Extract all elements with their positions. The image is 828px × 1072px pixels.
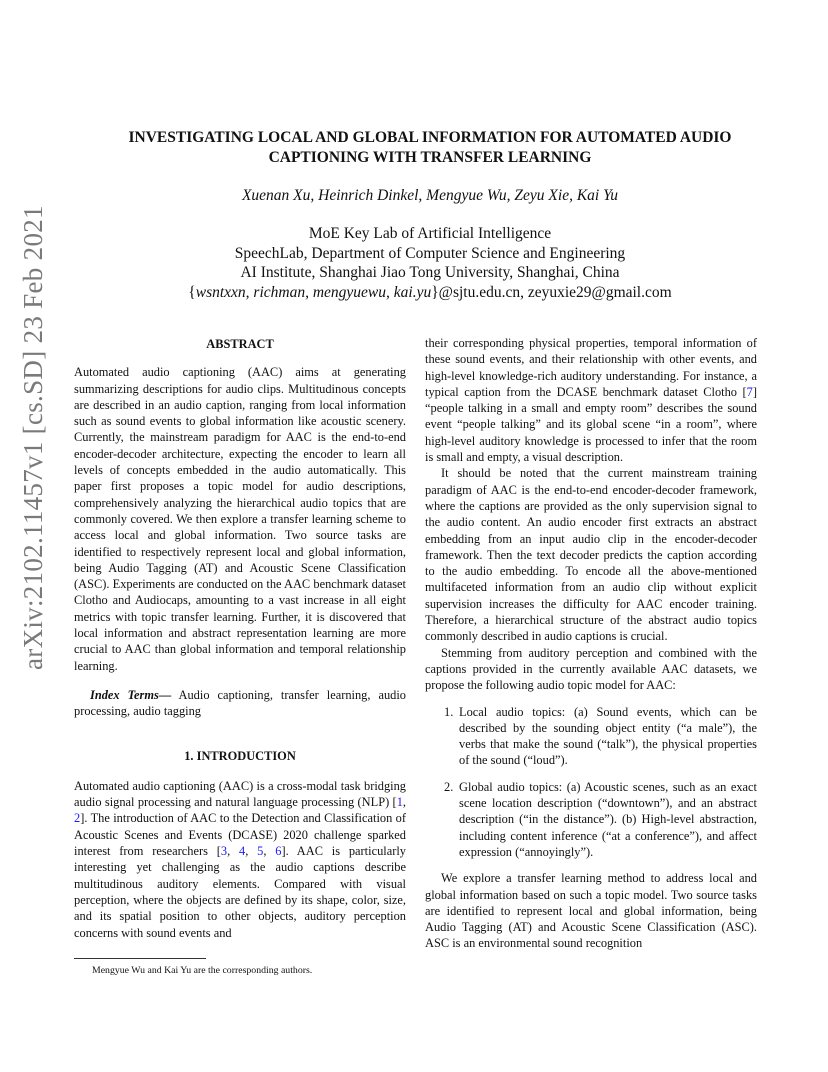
email-usernames: wsntxxn, richman, mengyuewu, kai.yu	[195, 283, 432, 301]
citation-link-7[interactable]: 7	[746, 384, 753, 399]
right-text-1b: ] “people talking in a small and empty room” describes the sound event “people talking” and its global scene “in a room”, where high-level auditory knowledge is processed to infer that the room is small and empty, a visual description.	[425, 384, 757, 465]
intro-text-2: ]. The introduction of AAC to the Detection and Classification of Acoustic Scenes and Events (DCASE) 2020 challenge sparked interest from researchers [	[74, 811, 406, 859]
abstract-text: Automated audio captioning (AAC) aims at generating summarizing descriptions for audio clips. Multitudinous concepts are described in an audio caption, ranging from local information such as sound events to global information like acoustic scenery. Currently, the mainstream paradigm for AAC is the end-to-end encoder-decoder architecture, expecting the encoder to learn all levels of concepts embedded in the audio automatically. This paper first proposes a topic model for audio descriptions, comprehensively analyzing the hierarchical audio topics that are commonly covered. We then explore a transfer learning scheme to access local and global information. Two source tasks are identified to respectively represent local and global information, being Audio Tagging (AT) and Acoustic Scene Classification (ASC). Experiments are conducted on the AAC benchmark dataset Clotho and Audiocaps, amounting to a vast increase in all eight metrics with topic transfer learning. Further, it is discovered that local information and abstract representation learning are more crucial to AAC than global information and temporal relationship learning.	[74, 365, 406, 673]
right-paragraph-4: We explore a transfer learning method to address local and global information based on such a topic model. Two source tasks are identified to represent local and global information, being Audio Tagging (AT) and Acoustic Scene Classification (ASC). ASC is an environmental sound recognition	[425, 871, 757, 951]
email-brace-open: {	[188, 283, 196, 301]
audio-topic-list	[425, 704, 757, 861]
intro-text-1: Automated audio captioning (AAC) is a cross-modal task bridging audio signal processing and natural language processing (NLP) [	[74, 778, 406, 810]
email-line	[90, 283, 770, 303]
citation-link-3[interactable]: 3	[220, 844, 228, 859]
affiliation-block	[90, 224, 770, 302]
footnote: Mengyue Wu and Kai Yu are the corresponding authors.	[92, 965, 313, 976]
left-column	[74, 336, 406, 941]
index-terms-text: Audio captioning, transfer learning, audio processing, audio tagging	[74, 687, 406, 719]
citation-link-2[interactable]: 2	[74, 811, 81, 826]
right-paragraph-1	[425, 335, 757, 465]
right-paragraph-3: Stemming from auditory perception and combined with the captions provided in the currently available AAC datasets, we propose the following audio topic model for AAC:	[425, 645, 757, 693]
right-column	[425, 335, 757, 952]
email-brace-close: }	[431, 283, 439, 301]
affiliation-line-3: AI Institute, Shanghai Jiao Tong University, Shanghai, China	[240, 264, 620, 281]
abstract-heading: ABSTRACT	[206, 337, 274, 351]
email-domains: @sjtu.edu.cn, zeyuxie29@gmail.com	[438, 283, 672, 301]
arxiv-id-text: arXiv:2102.11457v1 [cs.SD] 23 Feb 2021	[18, 205, 48, 670]
list-number: 1.	[444, 704, 454, 719]
citation-separator: ,	[263, 844, 276, 859]
introduction-heading: 1. INTRODUCTION	[184, 748, 296, 763]
citation-link-4[interactable]: 4	[238, 844, 246, 859]
citation-link-6[interactable]: 6	[275, 844, 282, 859]
title-line-2: CAPTIONING WITH TRANSFER LEARNING	[268, 149, 592, 166]
list-item	[425, 704, 757, 769]
list-item-text: Global audio topics: (a) Acoustic scenes, such as an exact scene location description (“downtown”), and an abstract description (“in the distance”). (b) High-level abstraction, including content inference (“at a conference”), and affect expression (“annoyingly”).	[459, 779, 757, 859]
list-item	[425, 779, 757, 860]
index-terms-label: Index Terms—	[90, 687, 172, 702]
index-terms	[74, 687, 406, 720]
arxiv-identifier	[18, 205, 58, 670]
citation-link-5[interactable]: 5	[257, 844, 264, 859]
intro-paragraph	[74, 778, 406, 941]
footnote-rule	[74, 958, 206, 959]
author-list: Xuenan Xu, Heinrich Dinkel, Mengyue Wu, Zeyu Xie, Kai Yu	[241, 187, 619, 204]
citation-separator: ,	[402, 795, 406, 810]
intro-text-3: ]. AAC is particularly interesting yet challenging as the audio captions describe multitudinous auditory elements. Compared with visual perception, where the objects are defined by its shape, color, size, and its spatial position to other objects, auditory perception concerns with sound events and	[74, 844, 406, 940]
citation-separator: ,	[245, 844, 258, 859]
list-number: 2.	[444, 779, 454, 794]
title-line-1: INVESTIGATING LOCAL AND GLOBAL INFORMATION FOR AUTOMATED AUDIO	[128, 129, 732, 146]
affiliation-line-2: SpeechLab, Department of Computer Science and Engineering	[234, 244, 626, 262]
citation-link-1[interactable]: 1	[396, 795, 403, 810]
citation-separator: ,	[227, 844, 239, 859]
affiliation-line-1: MoE Key Lab of Artificial Intelligence	[308, 225, 552, 242]
right-text-1a: their corresponding physical properties, temporal information of these sound events, and their relationship with other events, and high-level knowledge-rich auditory understanding. For instance, a typical caption from the DCASE benchmark dataset Clotho [	[425, 336, 757, 399]
paper-title	[90, 128, 770, 168]
list-item-text: Local audio topics: (a) Sound events, which can be described by the sounding object entity (“a male”), the verbs that make the sound (“talk”), the physical properties of the sound (“loud”).	[459, 704, 757, 768]
right-paragraph-2: It should be noted that the current mainstream training paradigm of AAC is the end-to-end encoder-decoder framework, where the captions are provided as the only supervision signal to the audio content. An audio encoder first extracts an abstract embedding from an input audio clip in the encoder-decoder framework. Then the text decoder predicts the caption according to the audio embedding. To encode all the above-mentioned multifaceted information from an audio clip without explicit supervision increases the difficulty for AAC encoder training. Therefore, a hierarchical structure of the abstract audio topics commonly described in audio captions is crucial.	[425, 466, 757, 644]
